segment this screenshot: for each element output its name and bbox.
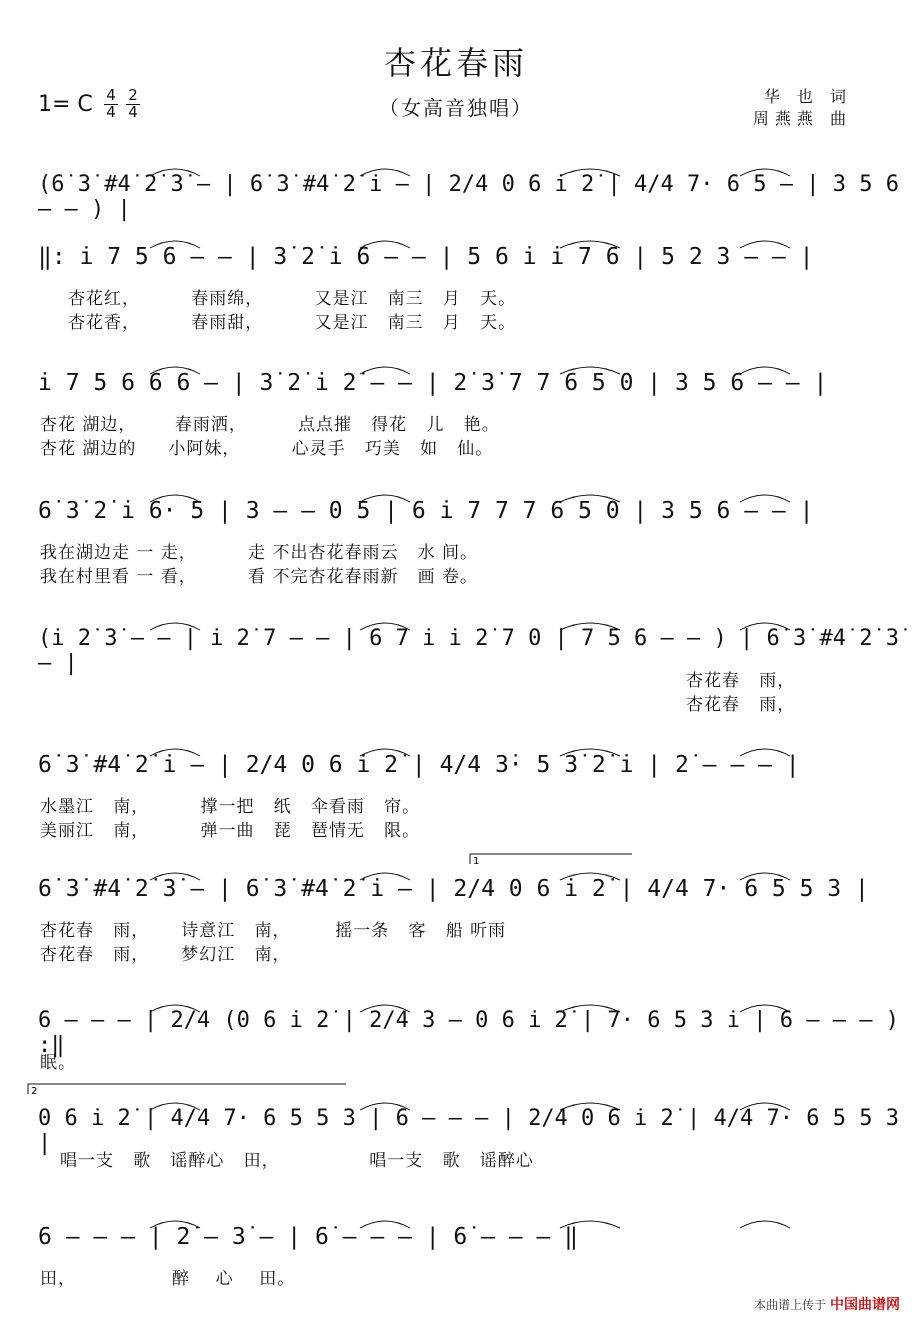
lyric-line: 杏花春 雨， xyxy=(686,695,796,715)
volta-bracket xyxy=(28,1084,346,1094)
notation-line: i̇ 7 5 6 6 6 – | 3̇ 2̇ i̇ 2̇ – – | 2̇ 3̇ 7 7 6 5 0 | 3 5 6 – – | xyxy=(38,370,828,396)
notation-line: ‖: i̇ 7 5 6 – – | 3̇ 2̇ i̇ 6 – – | 5 6 i̇ i̇ 7 6 | 5 2 3 – – | xyxy=(38,244,814,270)
slur-mark xyxy=(150,367,200,374)
slur-mark xyxy=(740,1005,790,1012)
lyric-line: 杏花春 雨， 诗意江 南， 摇一条 客 船 听雨 xyxy=(40,921,507,941)
slur-mark xyxy=(740,241,790,248)
lyric-line: 我在湖边走 一 走， 走 不出杏花春雨云 水 间。 xyxy=(40,543,479,563)
slur-mark xyxy=(740,1221,790,1228)
slur-mark xyxy=(740,749,790,756)
slur-mark xyxy=(360,749,410,756)
slur-mark xyxy=(360,241,410,248)
slur-mark xyxy=(560,873,620,880)
notation-line: (i̇ 2̇ 3̇ – – | i̇ 2̇ 7 – – | 6 7 i̇ i̇ 2̇ 7 0 | 7 5 6 – – ) | 6̇ 3̇ #4̇ 2̇ 3̇ – | xyxy=(38,626,899,676)
slur-mark xyxy=(360,1103,410,1110)
footer-text: 本曲谱上传于 xyxy=(754,1298,827,1312)
slur-mark xyxy=(150,1103,200,1110)
lyric-line: 美丽江 南， 弹一曲 琵 琶情无 限。 xyxy=(40,821,421,841)
notation-line: 6̇ 3̇ #4̇ 2̇ i̇ – | 2/4 0 6 i̇ 2̇ | 4/4 3̇· 5 3̇ 2̇ i̇ | 2̇ – – – | xyxy=(38,752,800,778)
notation-line: 6 – – – | 2̇ – 3̇ – | 6̇ – – – | 6̇ – – – ‖ xyxy=(38,1224,579,1250)
slur-mark xyxy=(560,623,620,630)
time-signature-a-top: 4 xyxy=(106,86,116,104)
slur-mark xyxy=(560,1221,620,1228)
notation-line: (6̇ 3̇ #4̇ 2̇ 3̇ – | 6̇ 3̇ #4̇ 2̇ i̇ – | 2/4 0 6 i̇ 2̇ | 4/4 7· 6 5 – | 3 5 6 – – ) | xyxy=(38,172,899,222)
time-signature-a-bottom: 4 xyxy=(104,104,118,120)
slur-mark xyxy=(740,367,790,374)
slur-mark xyxy=(560,1005,620,1012)
slur-mark xyxy=(360,495,410,502)
slur-mark xyxy=(740,623,790,630)
song-title: 杏花春雨 xyxy=(383,44,528,82)
lyricist-credit: 华 也 词 xyxy=(763,87,852,106)
lyric-line: 田， 醉 心 田。 xyxy=(40,1269,296,1289)
key-signature: 1= C xyxy=(38,92,93,117)
slur-mark xyxy=(360,367,410,374)
lyric-line: 杏花香， 春雨甜， 又是江 南三 月 天。 xyxy=(68,313,517,333)
slur-mark xyxy=(560,169,620,176)
slur-mark xyxy=(360,1005,410,1012)
slur-mark xyxy=(560,1103,620,1110)
composer-credit: 周燕燕 曲 xyxy=(752,109,852,128)
site-brand: 中国曲谱网 xyxy=(830,1297,900,1313)
slur-mark xyxy=(150,749,200,756)
notation-line: 6̇ 3̇ 2̇ i̇ 6· 5 | 3 – – 0 5 | 6 i̇ 7 7 7 6 5 0 | 3 5 6 – – | xyxy=(38,498,814,524)
notation-line: 0 6 i̇ 2̇ | 4/4 7· 6 5 5 3 | 6 – – – | 2/4 0 6 i̇ 2̇ | 4/4 7· 6 5 5 3 | xyxy=(38,1106,899,1156)
slur-mark xyxy=(150,873,200,880)
slur-mark xyxy=(150,241,200,248)
slur-mark xyxy=(560,241,620,248)
slur-mark xyxy=(560,495,620,502)
notation-line: 6̇ 3̇ #4̇ 2̇ 3̇ – | 6̇ 3̇ #4̇ 2̇ i̇ – | 2/4 0 6 i̇ 2̇ | 4/4 7· 6 5 5 3 | xyxy=(38,876,869,902)
notation-line: 6 – – – | 2/4 (0 6 i̇ 2̇ | 2/4 3 – 0 6 i̇ 2̇ | 7· 6 5 3 i̇ | 6 – – – ) :‖ xyxy=(38,1008,899,1058)
lyric-line: 唱一支 歌 谣醉心 田， 唱一支 歌 谣醉心 xyxy=(60,1151,534,1171)
slur-mark xyxy=(360,169,410,176)
time-signature-b-bottom: 4 xyxy=(126,104,140,120)
slur-mark xyxy=(740,873,790,880)
slur-mark xyxy=(150,623,200,630)
lyric-line: 杏花 湖边， 春雨洒， 点点摧 得花 儿 艳。 xyxy=(40,415,500,435)
slur-mark xyxy=(740,495,790,502)
slur-mark xyxy=(560,749,620,756)
lyric-line: 我在村里看 一 看， 看 不完杏花春雨新 画 卷。 xyxy=(40,567,479,587)
slur-mark xyxy=(360,623,410,630)
upload-footer xyxy=(754,1294,900,1314)
slur-mark xyxy=(360,1221,410,1228)
volta-number: 2 xyxy=(31,1086,38,1097)
lyric-line: 杏花春 雨， xyxy=(686,671,796,691)
slur-mark xyxy=(740,1103,790,1110)
slur-mark xyxy=(560,367,620,374)
song-subtitle: （女高音独唱） xyxy=(379,96,533,120)
slur-mark xyxy=(360,873,410,880)
slur-mark xyxy=(150,169,200,176)
lyric-line: 杏花红， 春雨绵， 又是江 南三 月 天。 xyxy=(68,289,517,309)
slur-mark xyxy=(150,495,200,502)
time-signature-b-top: 2 xyxy=(128,86,138,104)
lyric-line: 杏花 湖边的 小阿妹， 心灵手 巧美 如 仙。 xyxy=(40,439,494,459)
volta-bracket xyxy=(470,854,632,864)
lyric-line: 杏花春 雨， 梦幻江 南， xyxy=(40,945,291,965)
slur-mark xyxy=(740,169,790,176)
slur-mark xyxy=(150,1221,200,1228)
lyric-line: 眠。 xyxy=(40,1053,76,1073)
lyric-line: 水墨江 南， 撑一把 纸 伞看雨 帘。 xyxy=(40,797,421,817)
volta-number: 1 xyxy=(473,856,480,867)
slur-mark xyxy=(150,1005,200,1012)
